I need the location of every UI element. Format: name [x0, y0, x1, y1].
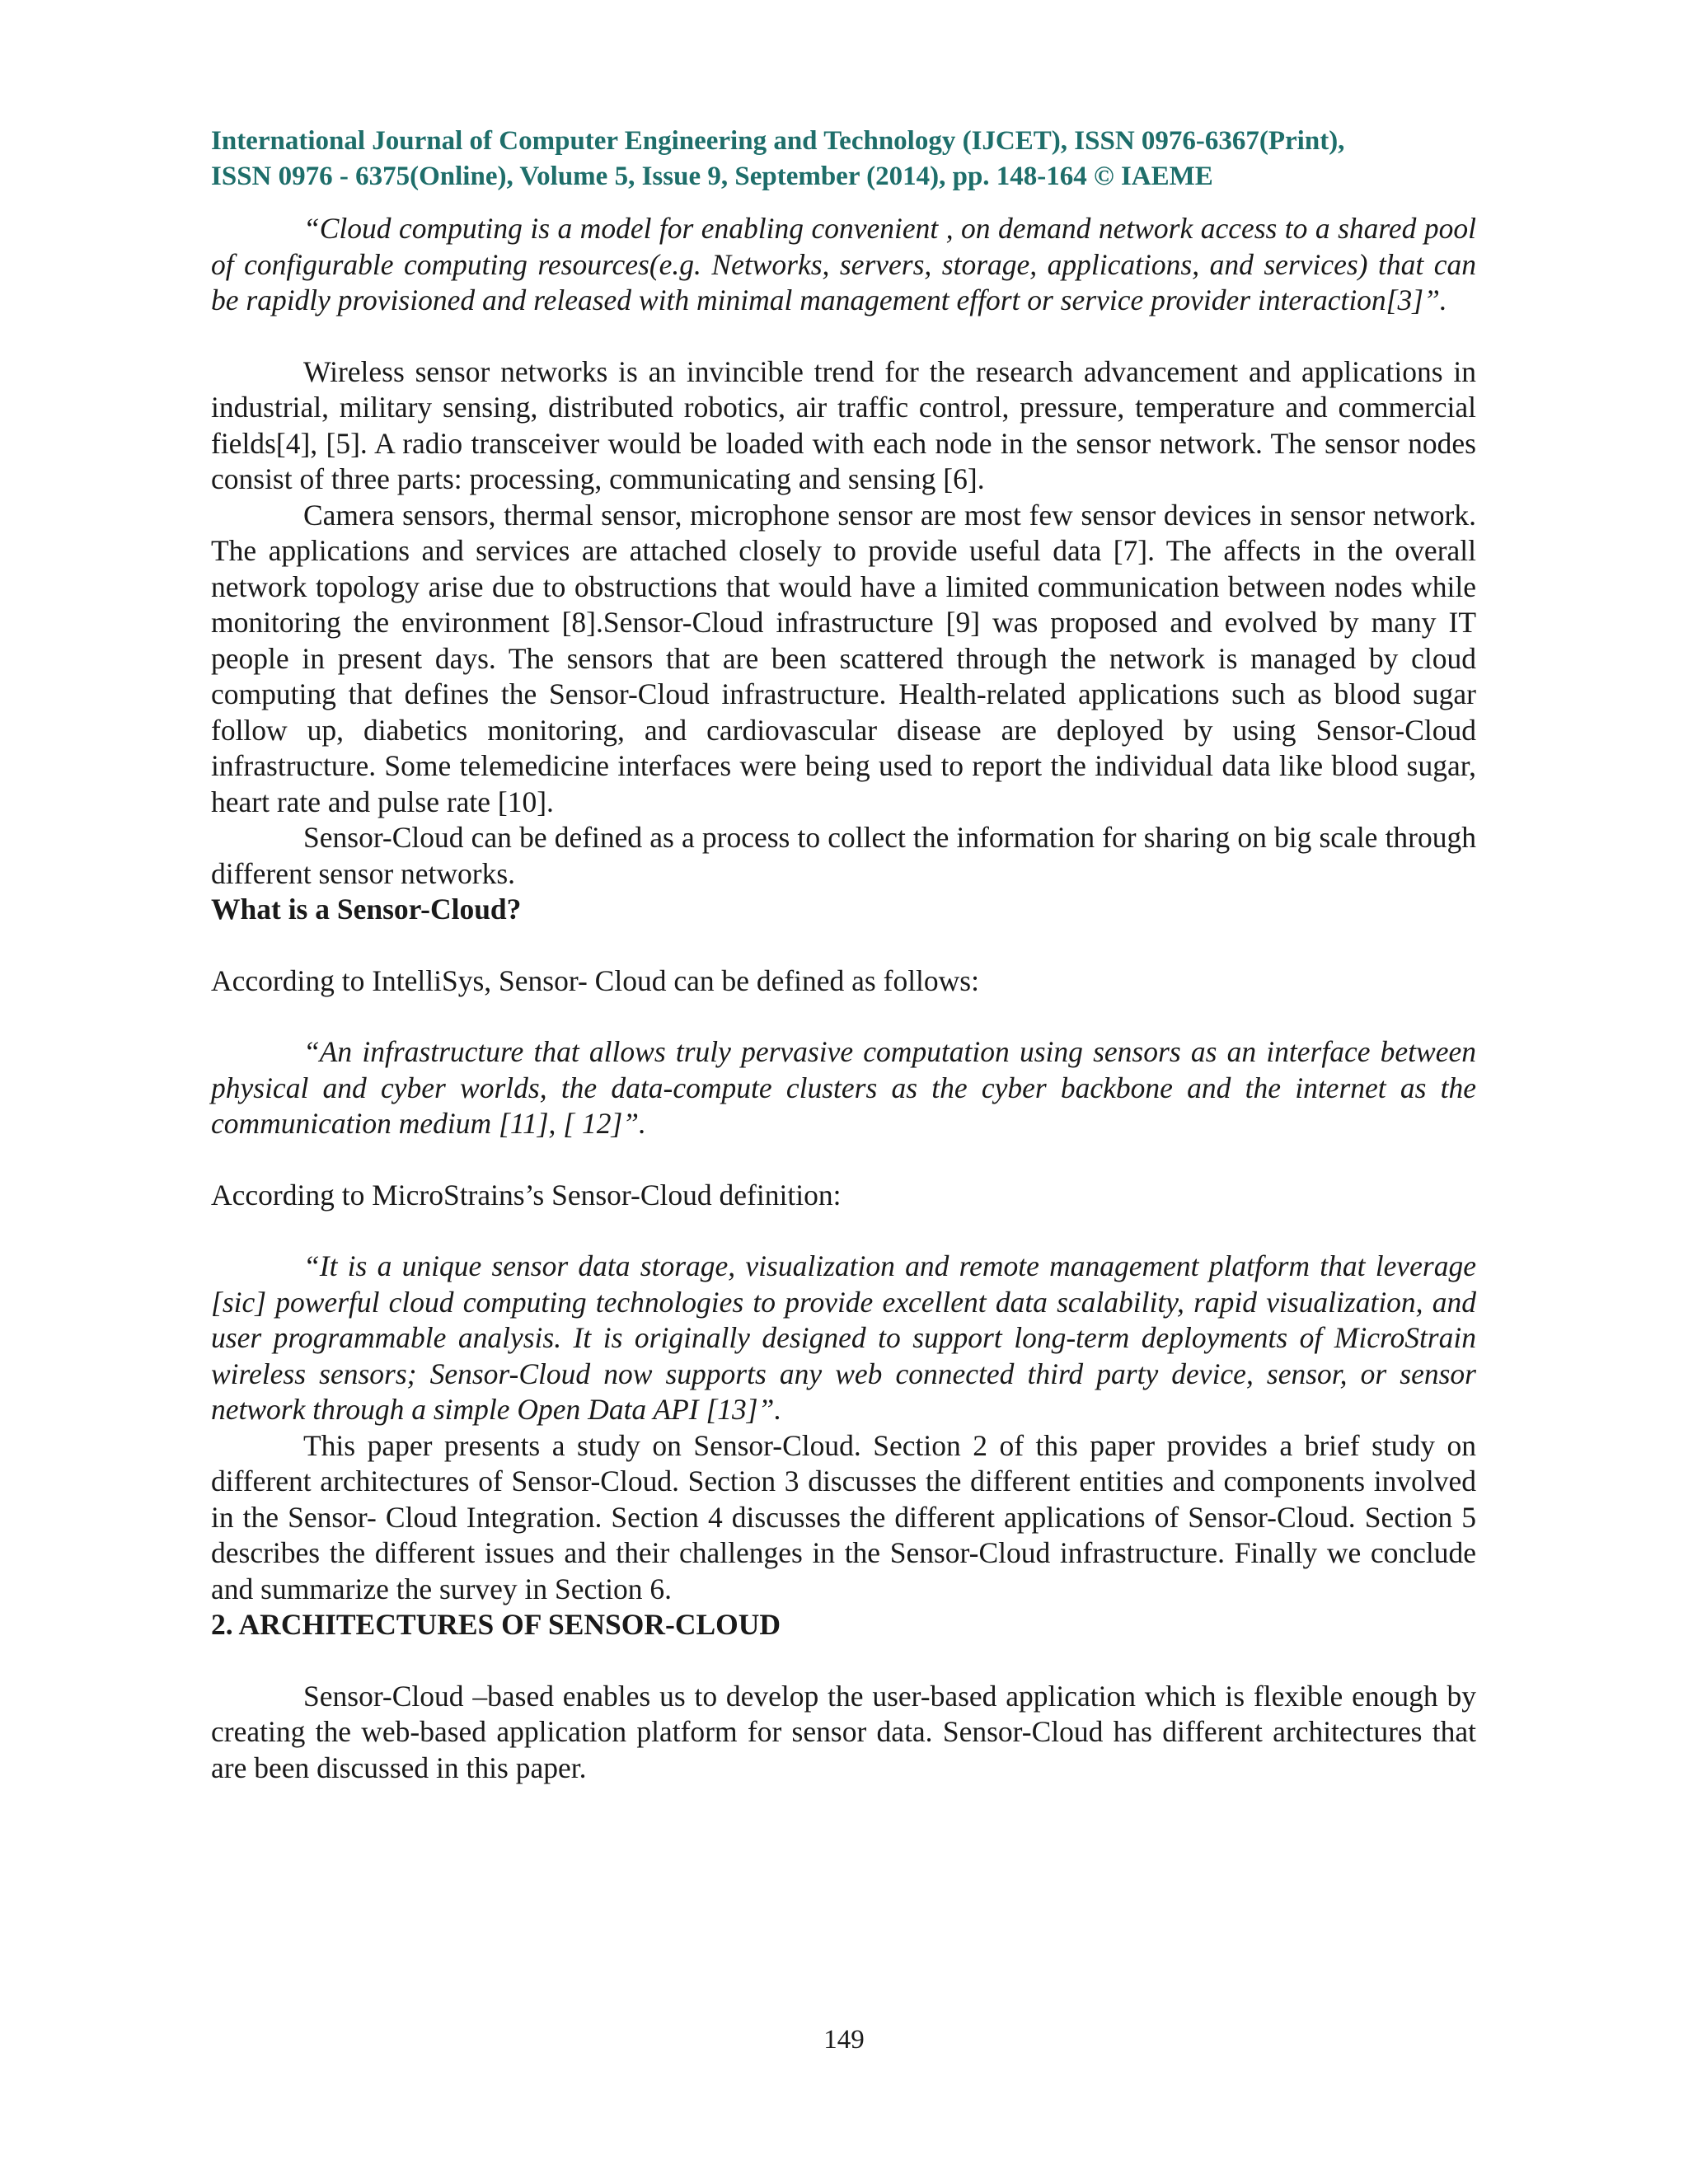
- paper-outline-paragraph: This paper presents a study on Sensor-Cloud. Section 2 of this paper provides a brief study on different architectures of Sensor-Cloud. Section 3 discusses the different entities and components involved in the Sensor- Cloud Integration. Section 4 discusses the different applications of Sensor-Cloud. Section 5 describes the different issues and their challenges in the Sensor-Cloud infrastructure. Finally we conclude and summarize the survey in Section 6.: [211, 1428, 1476, 1605]
- sensor-cloud-definition-paragraph: Sensor-Cloud can be defined as a process to collect the information for sharing on big scale through different sensor networks.: [211, 821, 1476, 890]
- page-content: [211, 124, 1476, 1786]
- microstrain-quote: “It is a unique sensor data storage, visualization and remote management platform that leverage [sic] powerful cloud computing technologies to provide excellent data scalability, rapid visualization, and user programmable analysis. It is originally designed to support long-term deployments of MicroStrain wireless sensors; Sensor-Cloud now supports any web connected third party device, sensor, or sensor network through a simple Open Data API [13]”.: [211, 1249, 1476, 1426]
- section-heading-architectures: 2. ARCHITECTURES OF SENSOR-CLOUD: [211, 1608, 781, 1641]
- journal-header: [211, 124, 1476, 194]
- journal-header-line-2: ISSN 0976 - 6375(Online), Volume 5, Issue 9, September (2014), pp. 148-164 © IAEME: [211, 162, 1213, 191]
- intellisys-intro: According to IntelliSys, Sensor- Cloud can be defined as follows:: [211, 963, 979, 997]
- journal-header-line-1: International Journal of Computer Engineering and Technology (IJCET), ISSN 0976-6367(Print),: [211, 126, 1345, 156]
- architectures-paragraph: Sensor-Cloud –based enables us to develop the user-based application which is flexible enough by creating the web-based application platform for sensor data. Sensor-Cloud has different architectures that are been discussed in this paper.: [211, 1679, 1476, 1784]
- microstrain-intro: According to MicroStrains’s Sensor-Cloud definition:: [211, 1178, 842, 1212]
- cloud-definition-quote: “Cloud computing is a model for enabling convenient , on demand network access to a shared pool of configurable computing resources(e.g. Networks, servers, storage, applications, and services) that can be rapidly provisioned and released with minimal management effort or service provider interaction[3]”.: [211, 212, 1476, 316]
- section-heading-what-is-sensor-cloud: What is a Sensor-Cloud?: [211, 893, 522, 926]
- page-number: 149: [823, 2025, 865, 2055]
- camera-sensors-paragraph: Camera sensors, thermal sensor, microphone sensor are most few sensor devices in sensor network. The applications and services are attached closely to provide useful data [7]. The affects in the overall network topology arise due to obstructions that would have a limited communication between nodes while monitoring the environment [8].Sensor-Cloud infrastructure [9] was proposed and evolved by many IT people in present days. The sensors that are been scattered through the network is managed by cloud computing that defines the Sensor-Cloud infrastructure. Health-related applications such as blood sugar follow up, diabetics monitoring, and cardiovascular disease are deployed by using Sensor-Cloud infrastructure. Some telemedicine interfaces were being used to report the individual data like blood sugar, heart rate and pulse rate [10].: [211, 498, 1476, 818]
- wsn-paragraph: Wireless sensor networks is an invincible trend for the research advancement and applications in industrial, military sensing, distributed robotics, air traffic control, pressure, temperature and commercial fields[4], [5]. A radio transceiver would be loaded with each node in the sensor network. The sensor nodes consist of three parts: processing, communicating and sensing [6].: [211, 354, 1476, 495]
- intellisys-quote: “An infrastructure that allows truly pervasive computation using sensors as an interface between physical and cyber worlds, the data-compute clusters as the cyber backbone and the internet as the communication medium [11], [ 12]”.: [211, 1035, 1476, 1140]
